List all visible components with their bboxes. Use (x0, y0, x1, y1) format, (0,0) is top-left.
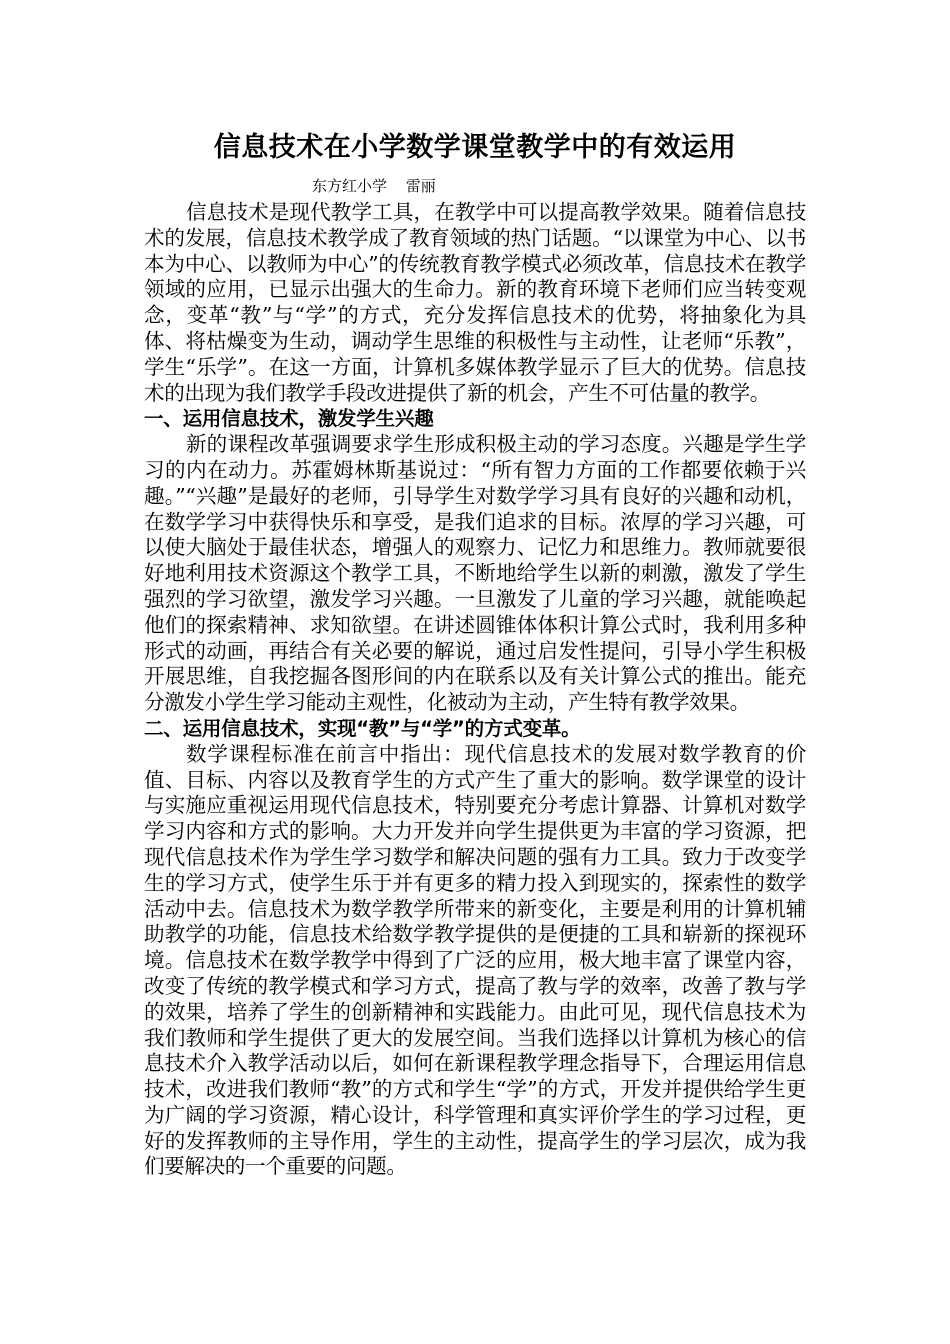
section-1-heading: 一、运用信息技术，激发学生兴趣 (144, 407, 434, 431)
document-title: 信息技术在小学数学课堂教学中的有效运用 (213, 132, 737, 163)
section-2-heading: 二、运用信息技术，实现“教”与“学”的方式变革。 (144, 716, 581, 740)
author-byline: 东方红小学 雷丽 (312, 177, 436, 195)
section-2-paragraph: 数学课程标准在前言中指出：现代信息技术的发展对数学教育的价值、目标、内容以及教育学生的方式产生了重大的影响。数学课堂的设计与实施应重视运用现代信息技术，特别要充分考虑计算器、计算机对数学学习内容和方式的影响。大力开发并向学生提供更为丰富的学习资源，把现代信息技术作为学生学习数学和解决问题的强有力工具。致力于改变学生的学习方式，使学生乐于并有更多的精力投入到现实的，探索性的数学活动中去。信息技术为数学教学所带来的新变化，主要是利用的计算机辅助教学的功能，信息技术给数学教学提供的是便捷的工具和崭新的探视环境。信息技术在数学教学中得到了广泛的应用，极大地丰富了课堂内容，改变了传统的教学模式和学习方式，提高了教与学的效率，改善了教与学的效果，培养了学生的创新精神和实践能力。由此可见，现代信息技术为我们教师和学生提供了更大的发展空间。当我们选择以计算机为核心的信息技术介入教学活动以后，如何在新课程教学理念指导下，合理运用信息技术，改进我们教师“教”的方式和学生“学”的方式，开发并提供给学生更为广阔的学习资源，精心设计，科学管理和真实评价学生的学习过程，更好的发挥教师的主导作用，学生的主动性，提高学生的学习层次，成为我们要解决的一个重要的问题。 (144, 741, 806, 1179)
section-1-paragraph: 新的课程改革强调要求学生形成积极主动的学习态度。兴趣是学生学习的内在动力。苏霍姆林斯基说过：“所有智力方面的工作都要依赖于兴趣。”“兴趣”是最好的老师，引导学生对数学学习具有良好的兴趣和动机，在数学学习中获得快乐和享受，是我们追求的目标。浓厚的学习兴趣，可以使大脑处于最佳状态，增强人的观察力、记忆力和思维力。教师就要很好地利用技术资源这个教学工具，不断地给学生以新的刺激，激发了学生强烈的学习欲望，激发学习兴趣。一旦激发了儿童的学习兴趣，就能唤起他们的探索精神、求知欲望。在讲述圆锥体体积计算公式时，我利用多种形式的动画，再结合有关必要的解说，通过启发性提问，引导小学生积极开展思维，自我挖掘各图形间的内在联系以及有关计算公式的推出。能充分激发小学生学习能动主观性，化被动为主动，产生特有教学效果。 (144, 432, 806, 715)
document-body (144, 200, 806, 1180)
intro-paragraph: 信息技术是现代教学工具，在教学中可以提高教学效果。随着信息技术的发展，信息技术教学成了教育领域的热门话题。“以课堂为中心、以书本为中心、以教师为中心”的传统教育教学模式必须改革，信息技术在教学领域的应用，已显示出强大的生命力。新的教育环境下老师们应当转变观念，变革“教”与“学”的方式，充分发挥信息技术的优势，将抽象化为具体、将枯燥变为生动，调动学生思维的积极性与主动性，让老师“乐教”，学生“乐学”。在这一方面，计算机多媒体教学显示了巨大的优势。信息技术的出现为我们教学手段改进提供了新的机会，产生不可估量的教学。 (144, 200, 806, 405)
